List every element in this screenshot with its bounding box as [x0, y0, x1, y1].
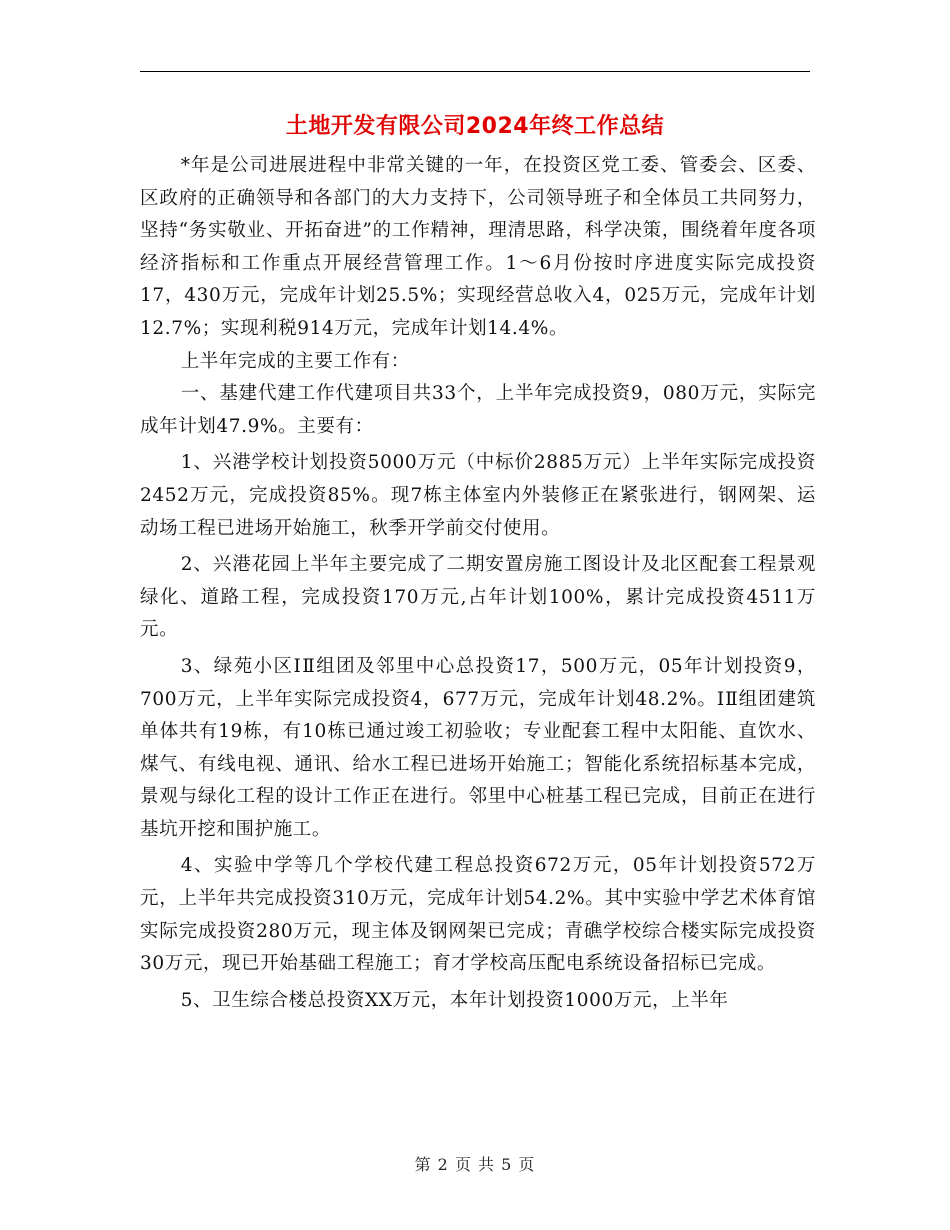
paragraph-item-4: 4、实验中学等几个学校代建工程总投资672万元，05年计划投资572万元，上半年共完成投资310万元，完成年计划54.2%。其中实验中学艺术体育馆实际完成投资280万元，现主体及钢网架已完成；青礁学校综合楼实际完成投资30万元，现已开始基础工程施工；育才学校高压配电系统设备招标已完成。 — [140, 855, 816, 975]
paragraph-section-one: 一、基建代建工作代建项目共33个，上半年完成投资9，080万元，实际完成年计划47.9%。主要有： — [140, 383, 816, 437]
paragraph-item-5: 5、卫生综合楼总投资XX万元，本年计划投资1000万元，上半年 — [180, 989, 729, 1011]
paragraph-item-3: 3、绿苑小区ⅠⅡ组团及邻里中心总投资17，500万元，05年计划投资9，700万元，上半年实际完成投资4，677万元，完成年计划48.2%。ⅠⅡ组团建筑单体共有19栋，有10栋已通过竣工初验收；专业配套工程中太阳能、直饮水、煤气、有线电视、通讯、给水工程已进场开始施工；智能化系统招标基本完成，景观与绿化工程的设计工作正在进行。邻里中心桩基工程已完成，目前正在进行基坑开挖和围护施工。 — [140, 655, 816, 840]
paragraph-summary-heading: 上半年完成的主要工作有： — [180, 350, 410, 372]
document-title: 土地开发有限公司2024年终工作总结 — [285, 114, 665, 139]
paragraph-intro: *年是公司进展进程中非常关键的一年，在投资区党工委、管委会、区委、区政府的正确领导和各部门的大力支持下，公司领导班子和全体员工共同努力，坚持“务实敬业、开拓奋进”的工作精神，理清思路，科学决策，围绕着年度各项经济指标和工作重点开展经营管理工作。1～6月份按时序进度实际完成投资17，430万元，完成年计划25.5%；实现经营总收入4，025万元，完成年计划12.7%；实现利税914万元，完成年计划14.4%。 — [140, 155, 816, 339]
document-body — [140, 150, 816, 1017]
paragraph-item-2: 2、兴港花园上半年主要完成了二期安置房施工图设计及北区配套工程景观绿化、道路工程，完成投资170万元,占年计划100%，累计完成投资4511万元。 — [140, 554, 816, 641]
page-number-footer: 第 2 页 共 5 页 — [414, 1155, 536, 1174]
header-rule — [140, 71, 810, 72]
paragraph-item-1: 1、兴港学校计划投资5000万元（中标价2885万元）上半年实际完成投资2452万元，完成投资85%。现7栋主体室内外装修正在紧张进行，钢网架、运动场工程已进场开始施工，秋季开学前交付使用。 — [140, 452, 816, 539]
